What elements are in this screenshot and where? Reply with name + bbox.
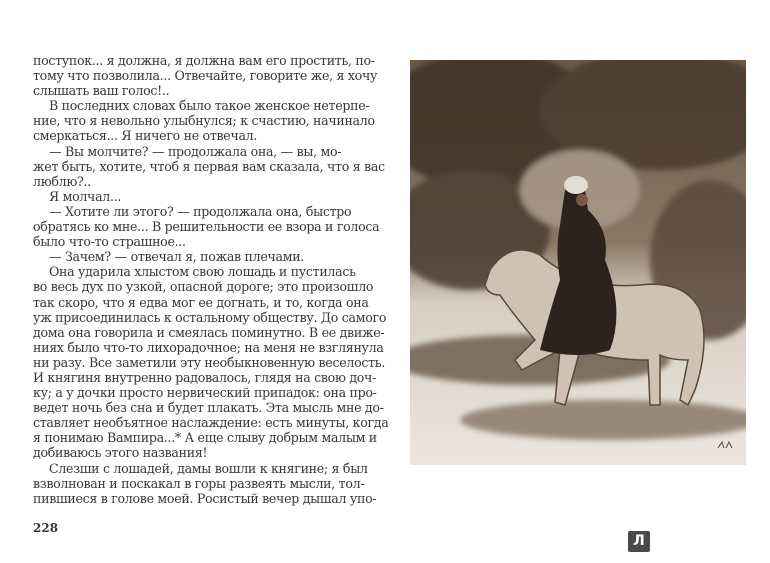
text-line: тому что позволила... Отвечайте, говорите же, я хочу (33, 68, 378, 84)
text-line: дома она говорила и смеялась поминутно. В ее движе- (33, 324, 385, 340)
text-line: ни разу. Все заметили эту необыкновенную веселость. (33, 354, 386, 370)
text-line: В последних словах было такое женское нетерпе- (49, 98, 370, 114)
text-line: я понимаю Вампира...* А еще слыву добрым малым и (33, 430, 377, 446)
text-line: — Вы молчите? — продолжала она, — вы, мо- (49, 143, 342, 159)
text-line: ведет ночь без сна и будет плакать. Эта мысль мне до- (33, 400, 384, 416)
text-line: ние, что я невольно улыбнулся; к счастию, начинало (33, 113, 375, 129)
text-line: ниях было что-то лихорадочное; на меня не взглянула (33, 339, 384, 355)
text-line: было что-то страшное... (33, 234, 186, 250)
page-text (33, 53, 389, 506)
text-line: жет быть, хотите, чтоб я первая вам сказала, что я вас (33, 158, 385, 174)
text-line: — Зачем? — отвечал я, пожав плечами. (49, 249, 304, 265)
text-line: слышать ваш голос!.. (33, 83, 170, 99)
text-line: поступок... я должна, я должна вам его простить, по- (33, 53, 375, 68)
text-line: Я молчал... (49, 188, 122, 204)
text-line: Слезши с лошадей, дамы вошли к княгине; я был (49, 460, 368, 476)
text-line: смеркаться... Я ничего не отвечал. (33, 128, 258, 144)
text-line: ку; а у дочки просто нервический припадок: она про- (33, 385, 377, 401)
labirint-logo-icon: Л (628, 531, 650, 552)
text-line: взволнован и поскакал в горы развеять мысли, тол- (33, 475, 365, 491)
text-line: Она ударила хлыстом свою лошадь и пустилась (49, 264, 356, 280)
text-line: — Хотите ли этого? — продолжала она, быстро (49, 203, 352, 219)
text-line: во весь дух по узкой, опасной дороге; это произошло (33, 279, 374, 295)
text-line: уж присоединилась к остальному обществу. До самого (33, 309, 387, 325)
text-line: ставляет необъятное наслаждение: есть минуты, когда (33, 415, 389, 431)
text-line: обратясь ко мне... В решительности ее взора и голоса (33, 219, 380, 235)
page-number: 228 (33, 521, 59, 535)
text-line: И княгиня внутренно радовалось, глядя на свою доч- (33, 369, 377, 385)
text-line: пившиеся в голове моей. Росистый вечер дышал упо- (33, 490, 377, 506)
rider-on-horse-illustration (410, 60, 746, 465)
text-line: так скоро, что я едва мог ее догнать, и то, когда она (33, 294, 369, 310)
text-line: добиваюсь этого названия! (33, 445, 208, 461)
text-line: люблю?.. (33, 173, 91, 189)
